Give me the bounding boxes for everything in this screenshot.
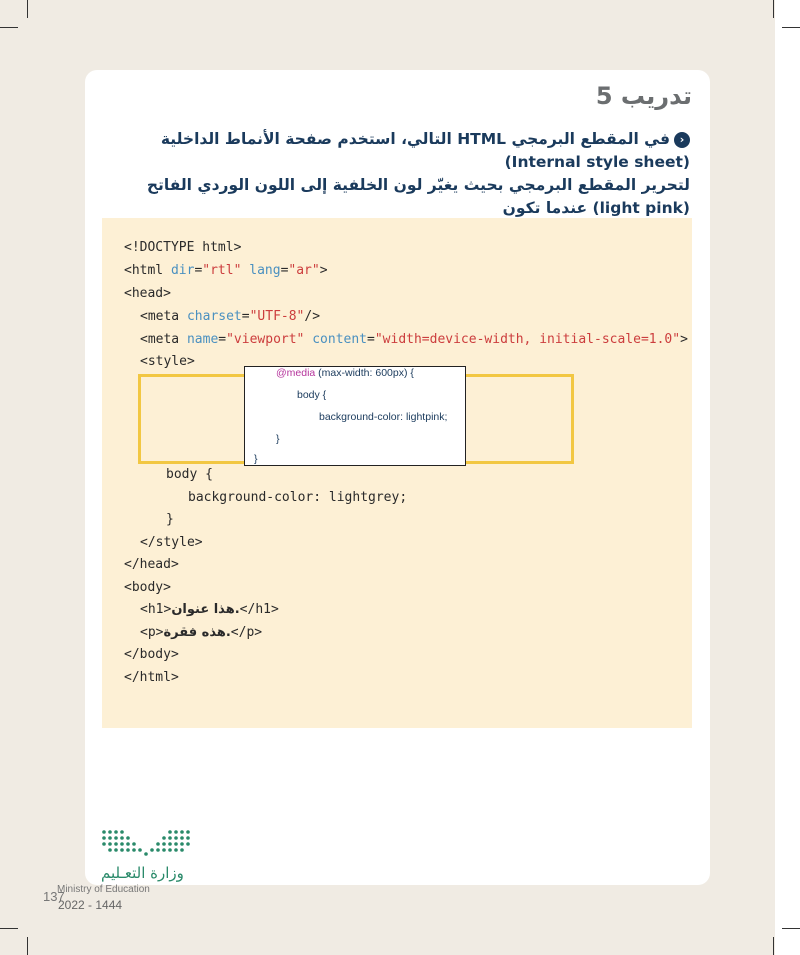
code-line-style-close: </style> [140,535,203,550]
crop-mark [773,0,774,18]
code-line-html-open: <html dir="rtl" lang="ar"> [124,263,328,278]
code-line-meta-viewport: <meta name="viewport" content="width=device-width, initial-scale=1.0"> [140,332,688,347]
code-line-head-close: </head> [124,557,179,572]
edition-year: 2022 - 1444 [58,898,123,912]
media-line-3: background-color: lightpink; [319,411,448,423]
code-line-p: <p>هذه فقرة.</p> [140,625,263,640]
media-line-4: } [276,433,280,445]
ministry-name-english: Ministry of Education [57,884,150,895]
code-line-doctype: <!DOCTYPE html> [124,240,242,255]
code-line-meta-charset: <meta charset="UTF-8"/> [140,309,321,324]
crop-mark [27,937,28,955]
code-line-close-brace: } [166,512,174,527]
crop-mark [782,928,800,929]
crop-mark [0,27,18,28]
crop-mark [27,0,28,18]
media-line-2: body { [297,389,327,401]
instruction-line-2: لتحرير المقطع البرمجي بحيث يغيّر لون الخلفية إلى اللون الوردي الفاتح (light pink) عندما تكون [146,176,690,217]
page-number: 137 [43,889,65,904]
ministry-logo-icon [100,828,192,858]
code-line-body-close: </body> [124,647,179,662]
media-line-1: @media (max-width: 600px) { [276,367,414,379]
code-line-bg-decl: background-color: lightgrey; [188,490,408,505]
code-line-style-open: <style> [140,354,195,369]
code-line-body-open: <body> [124,580,171,595]
crop-mark [773,937,774,955]
code-line-body-selector: body { [166,467,213,482]
code-line-html-close: </html> [124,670,179,685]
chevron-left-icon: ‹ [674,132,690,148]
ministry-name-arabic: وزارة التعـليم [101,864,184,882]
code-line-head-open: <head> [124,286,171,301]
media-query-snippet [244,366,466,466]
instruction-line-1: ‹في المقطع البرمجي HTML التالي، استخدم صفحة الأنماط الداخلية (Internal style sheet) [160,130,690,171]
code-line-h1: <h1>هذا عنوان.</h1> [140,602,279,617]
crop-mark [782,27,800,28]
crop-mark [0,928,18,929]
exercise-title: تدريب 5 [595,82,692,110]
media-line-5: } [254,453,258,465]
